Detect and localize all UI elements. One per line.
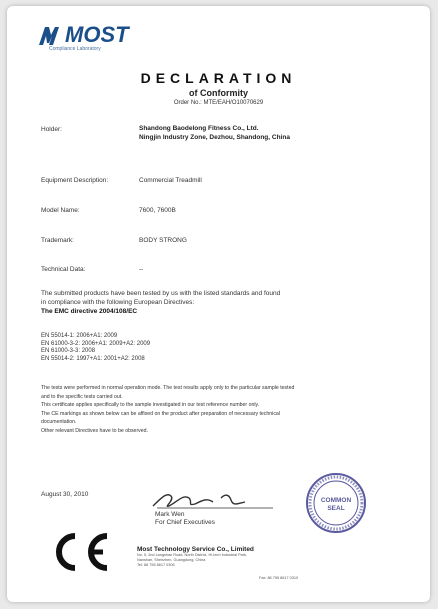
document-subtitle: of Conformity [189, 88, 248, 98]
issuer-address-line-2: Nanshan, Shenzhen, Guangdong, China [137, 558, 206, 562]
issue-date: August 30, 2010 [41, 491, 89, 498]
model-value: 7600, 7600B [139, 207, 176, 214]
signatory-name: Mark Wen [155, 511, 185, 518]
issuer-company-name: Most Technology Service Co., Limited [137, 546, 254, 553]
issuer-address-line-1: No. 5, 2nd Langshan Road, North District, Hi-tech Industrial Park, [137, 553, 247, 557]
order-number: Order No.: MTE/EAH/O10070629 [173, 100, 264, 106]
note-line: This certificate applies specifically to the sample investigated in our test reference number only. [41, 402, 260, 408]
note-line: documentation. [41, 419, 77, 425]
seal-text-line-1: COMMON [320, 497, 352, 504]
certificate-sheet [7, 6, 430, 602]
standard-item: EN 61000-3-2: 2006+A1: 2009+A2: 2009 [41, 340, 151, 347]
technical-data-label: Technical Data: [41, 266, 86, 273]
equipment-label: Equipment Description: [41, 177, 109, 184]
model-label: Model Name: [41, 207, 80, 214]
notes-block [41, 384, 411, 435]
most-logo-mark-icon [39, 25, 65, 45]
trademark-label: Trademark: [41, 237, 74, 244]
issuer-fax: Fax: 86 755 8617 0310 [259, 576, 299, 580]
issuer-footer [137, 546, 317, 568]
most-logo [39, 24, 129, 52]
common-seal-icon [305, 472, 367, 534]
note-line: The tests were performed in normal operation mode. The test results apply only to the particular sample tested [41, 385, 295, 391]
note-line: The CE markings as shown below can be affixed on the product after preparation of necessary technical [41, 410, 280, 417]
holder-line-2: Ningjin Industry Zone, Dezhou, Shandong, China [139, 134, 290, 141]
note-line: Other relevant Directives have to be observed. [41, 427, 148, 434]
standard-item: EN 55014-2: 1997+A1: 2001+A2: 2008 [41, 355, 145, 362]
signature-icon [149, 484, 279, 514]
statement-line-2: in compliance with the following European Directives: [41, 299, 195, 306]
statement-paragraph [41, 289, 401, 316]
standards-list [41, 333, 150, 363]
trademark-value: BODY STRONG [139, 237, 187, 244]
document-title: DECLARATION [140, 70, 297, 86]
standard-item: EN 55014-1: 2006+A1: 2009 [41, 333, 118, 339]
holder-label: Holder: [41, 126, 62, 133]
logo-text: MOST [65, 22, 129, 47]
statement-line-1: The submitted products have been tested by us with the listed standards and found [41, 290, 281, 297]
logo-subtitle: Compliance Laboratory [49, 46, 101, 52]
ce-mark-icon [45, 532, 111, 572]
technical-data-value: -- [139, 266, 144, 273]
equipment-value: Commercial Treadmill [139, 177, 202, 184]
issuer-telephone: Tel: 86 755 8617 0306 [137, 563, 175, 567]
seal-text-line-2: SEAL [327, 505, 345, 512]
signatory-role: For Chief Executives [155, 519, 215, 526]
signatory [155, 511, 215, 527]
holder-line-1: Shandong Baodelong Fitness Co., Ltd. [139, 125, 259, 132]
directive-name: The EMC directive 2004/108/EC [41, 308, 138, 315]
holder-value [139, 124, 290, 142]
note-line: and to the specific tests carried out. [41, 393, 123, 400]
standard-item: EN 61000-3-3: 2008 [41, 348, 96, 354]
